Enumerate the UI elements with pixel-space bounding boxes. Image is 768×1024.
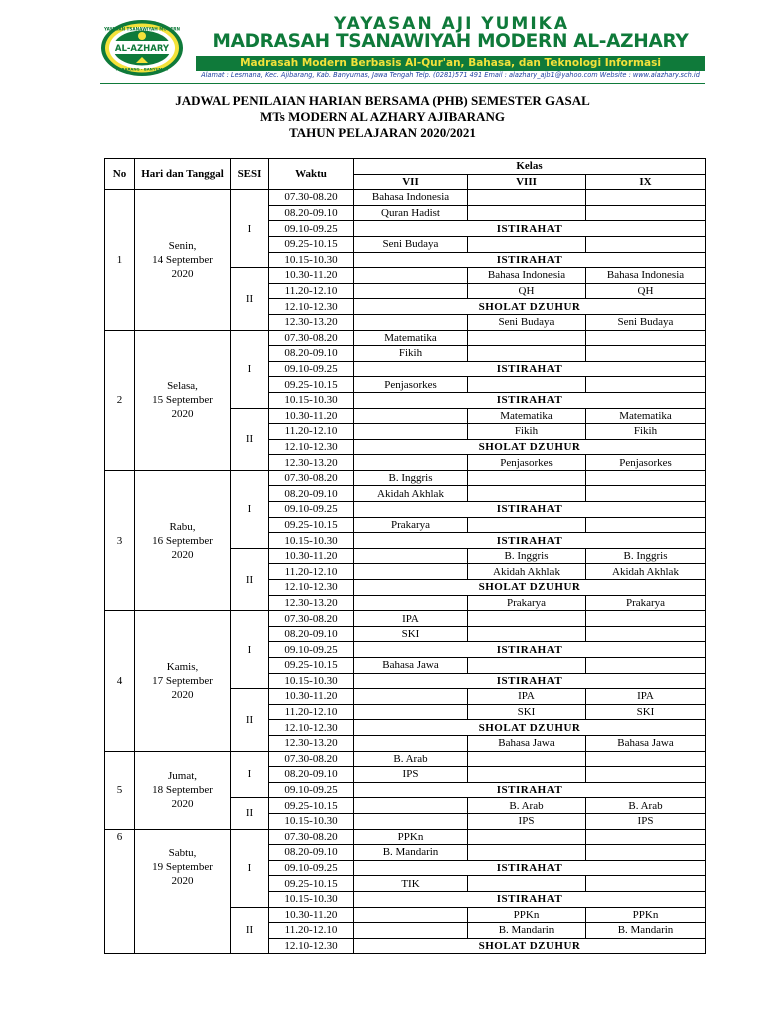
subject-cell-ix [586,845,706,861]
session-label: II [231,907,269,954]
time-slot: 10.15-10.30 [269,252,354,268]
session-label: II [231,548,269,610]
time-slot: 10.15-10.30 [269,673,354,689]
break-cell: ISTIRAHAT [354,673,706,689]
subject-cell-ix: IPA [586,689,706,705]
time-slot: 10.30-11.20 [269,548,354,564]
time-slot: 09.25-10.15 [269,876,354,892]
session-label: II [231,408,269,470]
subject-cell-vii: Prakarya [354,517,468,533]
day-day: Sabtu, [168,846,197,859]
day-day: Rabu, [169,520,196,533]
subject-cell-ix: Fikih [586,424,706,440]
subject-cell-ix [586,767,706,783]
subject-cell-ix [586,377,706,393]
subject-cell-vii [354,689,468,705]
time-slot: 08.20-09.10 [269,767,354,783]
day-year: 2020 [171,688,194,701]
header-class-ix: IX [586,174,706,190]
subject-cell-vii [354,595,468,611]
table-row [105,190,706,206]
day-date: 19 September [152,860,213,873]
subject-cell-viii: B. Arab [468,798,586,814]
break-cell: ISTIRAHAT [354,642,706,658]
time-slot: 09.10-09.25 [269,642,354,658]
subject-cell-ix [586,236,706,252]
break-cell: SHOLAT DZUHUR [354,299,706,315]
subject-cell-viii [468,486,586,502]
time-slot: 08.20-09.10 [269,845,354,861]
subject-cell-viii [468,236,586,252]
time-slot: 07.30-08.20 [269,751,354,767]
session-label: I [231,751,269,798]
table-body [105,190,706,954]
day-date-cell [135,330,231,470]
subject-cell-vii: Penjasorkes [354,377,468,393]
time-slot: 12.30-13.20 [269,735,354,751]
break-cell: ISTIRAHAT [354,891,706,907]
day-number: 1 [105,190,135,330]
time-slot: 10.30-11.20 [269,268,354,284]
subject-cell-viii [468,330,586,346]
time-slot: 10.30-11.20 [269,408,354,424]
day-date-cell [135,829,231,954]
break-cell: ISTIRAHAT [354,502,706,518]
subject-cell-vii: SKI [354,626,468,642]
subject-cell-vii [354,268,468,284]
subject-cell-ix: SKI [586,704,706,720]
time-slot: 07.30-08.20 [269,829,354,845]
subject-cell-ix [586,346,706,362]
break-cell: ISTIRAHAT [354,361,706,377]
subject-cell-vii: B. Inggris [354,470,468,486]
day-date: 16 September [152,534,213,547]
time-slot: 10.15-10.30 [269,813,354,829]
time-slot: 11.20-12.10 [269,923,354,939]
subject-cell-vii [354,923,468,939]
session-label: I [231,470,269,548]
time-slot: 09.25-10.15 [269,517,354,533]
subject-cell-ix [586,486,706,502]
session-label: I [231,829,269,907]
time-slot: 12.10-12.30 [269,439,354,455]
header-day [135,159,231,190]
session-label: II [231,268,269,330]
subject-cell-viii [468,205,586,221]
time-slot: 11.20-12.10 [269,424,354,440]
subject-cell-vii: B. Mandarin [354,845,468,861]
subject-cell-viii: SKI [468,704,586,720]
subject-cell-vii [354,314,468,330]
subject-cell-vii: PPKn [354,829,468,845]
time-slot: 08.20-09.10 [269,486,354,502]
table-row [105,470,706,486]
subject-cell-ix: B. Inggris [586,548,706,564]
time-slot: 09.25-10.15 [269,658,354,674]
time-slot: 10.15-10.30 [269,533,354,549]
day-date: 18 September [152,784,213,797]
title-line-1: JADWAL PENILAIAN HARIAN BERSAMA (PHB) SEMESTER GASAL [175,93,590,108]
subject-cell-viii: QH [468,283,586,299]
subject-cell-vii: Matematika [354,330,468,346]
subject-cell-viii: IPA [468,689,586,705]
subject-cell-viii [468,190,586,206]
time-slot: 12.10-12.30 [269,938,354,954]
time-slot: 10.15-10.30 [269,392,354,408]
table-row [105,829,706,845]
time-slot: 08.20-09.10 [269,626,354,642]
subject-cell-ix [586,330,706,346]
time-slot: 09.25-10.15 [269,377,354,393]
day-number: 5 [105,751,135,829]
time-slot: 12.30-13.20 [269,595,354,611]
break-cell: ISTIRAHAT [354,252,706,268]
day-number: 6 [105,829,135,954]
day-date: 17 September [152,674,213,687]
subject-cell-vii: IPS [354,767,468,783]
subject-cell-vii [354,283,468,299]
time-slot: 09.25-10.15 [269,236,354,252]
subject-cell-ix: Akidah Akhlak [586,564,706,580]
title-line-3: TAHUN PELAJARAN 2020/2021 [289,125,476,140]
session-label: I [231,330,269,408]
subject-cell-ix: QH [586,283,706,299]
subject-cell-ix [586,205,706,221]
subject-cell-vii: Bahasa Indonesia [354,190,468,206]
time-slot: 12.10-12.30 [269,299,354,315]
header-divider [100,83,705,84]
subject-cell-viii [468,517,586,533]
school-name: MADRASAH TSANAWIYAH MODERN AL-AZHARY [212,31,689,52]
break-cell: SHOLAT DZUHUR [354,938,706,954]
day-day: Senin, [168,239,197,252]
break-cell: ISTIRAHAT [354,860,706,876]
subject-cell-ix [586,611,706,627]
time-slot: 09.10-09.25 [269,221,354,237]
time-slot: 12.30-13.20 [269,314,354,330]
day-year: 2020 [171,874,194,887]
time-slot: 10.30-11.20 [269,907,354,923]
school-address: Alamat : Lesmana, Kec. Ajibarang, Kab. Banyumas, Jawa Tengah Telp. (0281)571 491 Email : alazhary_ajb1@yahoo.com Website : www.alazhary.sch.id [201,71,700,79]
subject-cell-viii [468,658,586,674]
table-row [105,751,706,767]
subject-cell-viii: Bahasa Jawa [468,735,586,751]
subject-cell-ix [586,470,706,486]
school-logo [100,19,184,77]
day-number: 3 [105,470,135,610]
time-slot: 11.20-12.10 [269,704,354,720]
subject-cell-viii [468,845,586,861]
subject-cell-ix: B. Arab [586,798,706,814]
subject-cell-vii [354,408,468,424]
school-tagline: Madrasah Modern Berbasis Al-Qur'an, Bahasa, dan Teknologi Informasi [196,56,705,71]
subject-cell-ix: B. Mandarin [586,923,706,939]
subject-cell-viii: Bahasa Indonesia [468,268,586,284]
subject-cell-ix [586,751,706,767]
day-date: 15 September [152,394,213,407]
subject-cell-ix [586,626,706,642]
subject-cell-viii [468,470,586,486]
day-number: 2 [105,330,135,470]
subject-cell-viii [468,611,586,627]
day-day: Selasa, [167,380,198,393]
subject-cell-ix: Penjasorkes [586,455,706,471]
subject-cell-ix: Prakarya [586,595,706,611]
logo-bottom-text: AJIBARANG - BANYUMAS [115,66,169,72]
day-date-cell [135,190,231,330]
time-slot: 09.10-09.25 [269,502,354,518]
subject-cell-viii: Seni Budaya [468,314,586,330]
subject-cell-vii [354,548,468,564]
day-year: 2020 [171,548,194,561]
time-slot: 10.30-11.20 [269,689,354,705]
time-slot: 07.30-08.20 [269,611,354,627]
subject-cell-ix [586,517,706,533]
subject-cell-vii: TIK [354,876,468,892]
time-slot: 09.10-09.25 [269,782,354,798]
subject-cell-viii [468,626,586,642]
subject-cell-vii [354,424,468,440]
subject-cell-ix: Bahasa Jawa [586,735,706,751]
subject-cell-viii: B. Inggris [468,548,586,564]
subject-cell-ix: Matematika [586,408,706,424]
time-slot: 12.30-13.20 [269,455,354,471]
subject-cell-ix [586,658,706,674]
subject-cell-viii [468,751,586,767]
header-day-label: Hari dan Tanggal [141,167,224,180]
header-time: Waktu [269,159,354,190]
time-slot: 11.20-12.10 [269,283,354,299]
subject-cell-ix [586,190,706,206]
session-label: I [231,611,269,689]
subject-cell-viii: Prakarya [468,595,586,611]
subject-cell-viii: Fikih [468,424,586,440]
subject-cell-viii: IPS [468,813,586,829]
subject-cell-ix: Bahasa Indonesia [586,268,706,284]
day-number: 4 [105,611,135,751]
subject-cell-vii: Akidah Akhlak [354,486,468,502]
time-slot: 08.20-09.10 [269,346,354,362]
subject-cell-ix: PPKn [586,907,706,923]
time-slot: 11.20-12.10 [269,564,354,580]
time-slot: 09.25-10.15 [269,798,354,814]
table-row [105,611,706,627]
subject-cell-vii: Seni Budaya [354,236,468,252]
letterhead [100,16,705,82]
subject-cell-vii [354,564,468,580]
break-cell: ISTIRAHAT [354,221,706,237]
subject-cell-viii [468,767,586,783]
day-year: 2020 [171,798,194,811]
header-class-viii: VIII [468,174,586,190]
document-title [100,93,665,141]
subject-cell-viii: Matematika [468,408,586,424]
logo-top-text: YAYASAN TSANAWIYAH MODERN [103,26,181,32]
time-slot: 09.10-09.25 [269,361,354,377]
time-slot: 10.15-10.30 [269,891,354,907]
subject-cell-viii: Penjasorkes [468,455,586,471]
break-cell: SHOLAT DZUHUR [354,720,706,736]
subject-cell-ix [586,876,706,892]
subject-cell-vii [354,455,468,471]
time-slot: 08.20-09.10 [269,205,354,221]
header-no: No [105,159,135,190]
day-date-cell [135,751,231,829]
subject-cell-ix: IPS [586,813,706,829]
foundation-name: YAYASAN AJI YUMIKA [333,14,569,34]
session-label: I [231,190,269,268]
day-year: 2020 [171,267,194,280]
subject-cell-ix [586,829,706,845]
day-date: 14 September [152,253,213,266]
subject-cell-vii: Bahasa Jawa [354,658,468,674]
table-row [105,330,706,346]
title-line-2: MTs MODERN AL AZHARY AJIBARANG [260,109,505,124]
time-slot: 12.10-12.30 [269,580,354,596]
subject-cell-vii: B. Arab [354,751,468,767]
subject-cell-vii: IPA [354,611,468,627]
day-date-cell [135,611,231,751]
day-day: Jumat, [167,770,198,783]
subject-cell-viii [468,346,586,362]
header-class-group: Kelas [354,159,706,175]
subject-cell-viii: B. Mandarin [468,923,586,939]
break-cell: ISTIRAHAT [354,782,706,798]
subject-cell-viii: Akidah Akhlak [468,564,586,580]
time-slot: 07.30-08.20 [269,330,354,346]
schedule-table [104,158,706,954]
break-cell: ISTIRAHAT [354,533,706,549]
subject-cell-viii: PPKn [468,907,586,923]
subject-cell-vii [354,704,468,720]
logo-center-text: AL-AZHARY [114,44,170,54]
subject-cell-vii: Quran Hadist [354,205,468,221]
break-cell: SHOLAT DZUHUR [354,439,706,455]
header-session: SESI [231,159,269,190]
subject-cell-viii [468,876,586,892]
header-class-vii: VII [354,174,468,190]
subject-cell-ix: Seni Budaya [586,314,706,330]
break-cell: ISTIRAHAT [354,392,706,408]
session-label: II [231,798,269,829]
table-header [105,159,706,190]
time-slot: 07.30-08.20 [269,190,354,206]
day-date-cell [135,470,231,610]
session-label: II [231,689,269,751]
subject-cell-vii [354,813,468,829]
subject-cell-viii [468,377,586,393]
time-slot: 09.10-09.25 [269,860,354,876]
subject-cell-vii [354,907,468,923]
time-slot: 12.10-12.30 [269,720,354,736]
day-day: Kamis, [166,660,199,673]
subject-cell-viii [468,829,586,845]
subject-cell-vii: Fikih [354,346,468,362]
time-slot: 07.30-08.20 [269,470,354,486]
day-year: 2020 [171,408,194,421]
subject-cell-vii [354,735,468,751]
break-cell: SHOLAT DZUHUR [354,580,706,596]
subject-cell-vii [354,798,468,814]
